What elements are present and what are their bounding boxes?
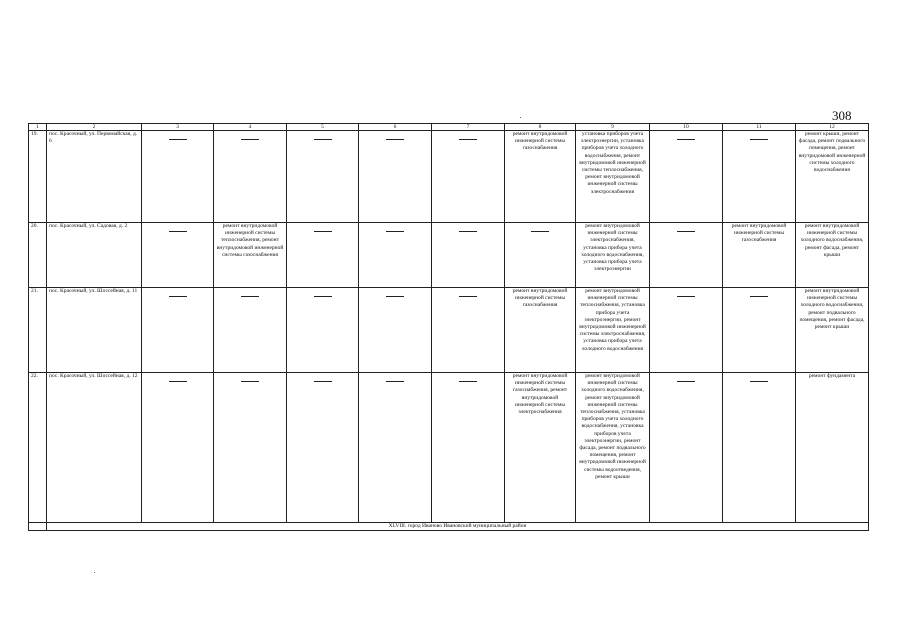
dash-mark	[314, 231, 332, 232]
col-header: 7	[432, 124, 505, 131]
dash-mark	[314, 296, 332, 297]
dash-mark	[169, 139, 187, 140]
cell-empty	[142, 288, 214, 373]
cell-empty	[723, 131, 796, 223]
col-header: 4	[214, 124, 287, 131]
cell-work: ремонт внутридомовой инженерной системы холодного водоснабжения, ремонт фасада, ремонт крыши	[796, 223, 869, 288]
page-number: 308	[832, 108, 852, 123]
cell-empty	[142, 373, 214, 523]
cell-work: ремонт внутридомовой инженерной системы газоснабжения	[505, 131, 576, 223]
cell-empty	[359, 288, 432, 373]
cell-empty	[287, 373, 359, 523]
table-row	[29, 131, 869, 223]
col-header: 6	[359, 124, 432, 131]
cell-empty	[650, 223, 723, 288]
cell-empty	[723, 288, 796, 373]
row-number: 19.	[29, 131, 47, 223]
cell-work: ремонт внутридомовой инженерной системы газоснабжения	[723, 223, 796, 288]
dash-mark	[169, 296, 187, 297]
col-header: 1	[29, 124, 47, 131]
row-number: 20.	[29, 223, 47, 288]
dash-mark	[459, 139, 477, 140]
row-number: 21.	[29, 288, 47, 373]
col-header: 5	[287, 124, 359, 131]
col-header: 8	[505, 124, 576, 131]
cell-empty	[214, 131, 287, 223]
dash-mark	[459, 381, 477, 382]
cell-empty	[359, 373, 432, 523]
section-num-cell	[29, 523, 47, 531]
cell-empty	[432, 288, 505, 373]
dash-mark	[750, 296, 768, 297]
col-header: 2	[47, 124, 142, 131]
table-row	[29, 223, 869, 288]
section-row	[29, 523, 869, 531]
row-number: 22.	[29, 373, 47, 523]
dash-mark	[531, 231, 549, 232]
col-header: 3	[142, 124, 214, 131]
dash-mark	[677, 381, 695, 382]
table-row	[29, 288, 869, 373]
cell-empty	[142, 131, 214, 223]
scan-speck	[94, 572, 95, 573]
dash-mark	[750, 381, 768, 382]
cell-work: ремонт внутридомовой инженерной системы газоснабжения	[505, 288, 576, 373]
dash-mark	[386, 381, 404, 382]
cell-empty	[432, 131, 505, 223]
cell-work: ремонт внутридомовой инженерной системы теплоснабжения, установка прибора учета электроэнергии, ремонт внутридомовой инженерной системы электроснабжения, установка прибора учета холодного водоснабжения	[576, 288, 650, 373]
col-header: 12	[796, 124, 869, 131]
cell-empty	[505, 223, 576, 288]
cell-work: ремонт крыши, ремонт фасада, ремонт подвального помещения, ремонт внутридомовой инженерной системы холодного водоснабжения	[796, 131, 869, 223]
cell-work: ремонт внутридомовой инженерной системы холодного водоснабжения, ремонт подвального помещения, ремонт фасада, ремонт крыши	[796, 288, 869, 373]
row-address: пос. Красочный, ул. Шоссейная, д. 12	[47, 373, 142, 523]
cell-empty	[650, 288, 723, 373]
row-address: пос. Красочный, ул. Шоссейная, д. 11	[47, 288, 142, 373]
col-header: 10	[650, 124, 723, 131]
dash-mark	[169, 381, 187, 382]
row-address: пос. Красочный, ул. Первомайская, д. 6	[47, 131, 142, 223]
dash-mark	[241, 139, 259, 140]
cell-empty	[142, 223, 214, 288]
cell-empty	[650, 131, 723, 223]
cell-empty	[287, 223, 359, 288]
dash-mark	[750, 139, 768, 140]
cell-empty	[214, 373, 287, 523]
dash-mark	[241, 381, 259, 382]
cell-work: установка приборов учета электроэнергии, установка приборов учета холодного водоснабжения, ремонт внутридомовой инженерной системы теплоснабжения, ремонт внутридомовой инженерной системы электроснабжения	[576, 131, 650, 223]
cell-empty	[723, 373, 796, 523]
dash-mark	[677, 139, 695, 140]
cell-work: ремонт внутридомовой инженерной системы холодного водоснабжения, ремонт внутридомовой инженерной системы теплоснабжения, установка приборов учета холодного водоснабжения, установка приборов учета электроэнергии, ремонт фасада, ремонт подвального помещения, ремонт внутридомовой инженерной системы водоотведения, ремонт крыши	[576, 373, 650, 523]
section-title: XLVIII. город Иваново Ивановский муниципальный район	[47, 523, 869, 531]
cell-empty	[432, 373, 505, 523]
cell-empty	[650, 373, 723, 523]
column-number-row	[29, 124, 869, 131]
cell-work: ремонт внутридомовой инженерной системы теплоснабжения, ремонт внутридомовой инженерной системы газоснабжения	[214, 223, 287, 288]
dash-mark	[386, 296, 404, 297]
col-header: 9	[576, 124, 650, 131]
cell-work: ремонт внутридомовой инженерной системы электроснабжения, установка прибора учета холодного водоснабжения, установка прибора учета электроэнергии	[576, 223, 650, 288]
capital-repair-table	[28, 123, 869, 531]
cell-empty	[359, 223, 432, 288]
cell-empty	[432, 223, 505, 288]
dash-mark	[386, 139, 404, 140]
row-address: пос. Красочный, ул. Садовая, д. 2	[47, 223, 142, 288]
table-row	[29, 373, 869, 523]
dash-mark	[677, 231, 695, 232]
dash-mark	[169, 231, 187, 232]
cell-work: ремонт фундамента	[796, 373, 869, 523]
dash-mark	[386, 231, 404, 232]
cell-empty	[214, 288, 287, 373]
dash-mark	[314, 139, 332, 140]
dash-mark	[314, 381, 332, 382]
dash-mark	[241, 296, 259, 297]
cell-empty	[287, 131, 359, 223]
dash-mark	[677, 296, 695, 297]
cell-empty	[359, 131, 432, 223]
dash-mark	[459, 231, 477, 232]
dash-mark	[459, 296, 477, 297]
cell-empty	[287, 288, 359, 373]
scan-speck	[520, 117, 521, 118]
cell-work: ремонт внутридомовой инженерной системы газоснабжения, ремонт внутридомовой инженерной системы электроснабжения	[505, 373, 576, 523]
col-header: 11	[723, 124, 796, 131]
